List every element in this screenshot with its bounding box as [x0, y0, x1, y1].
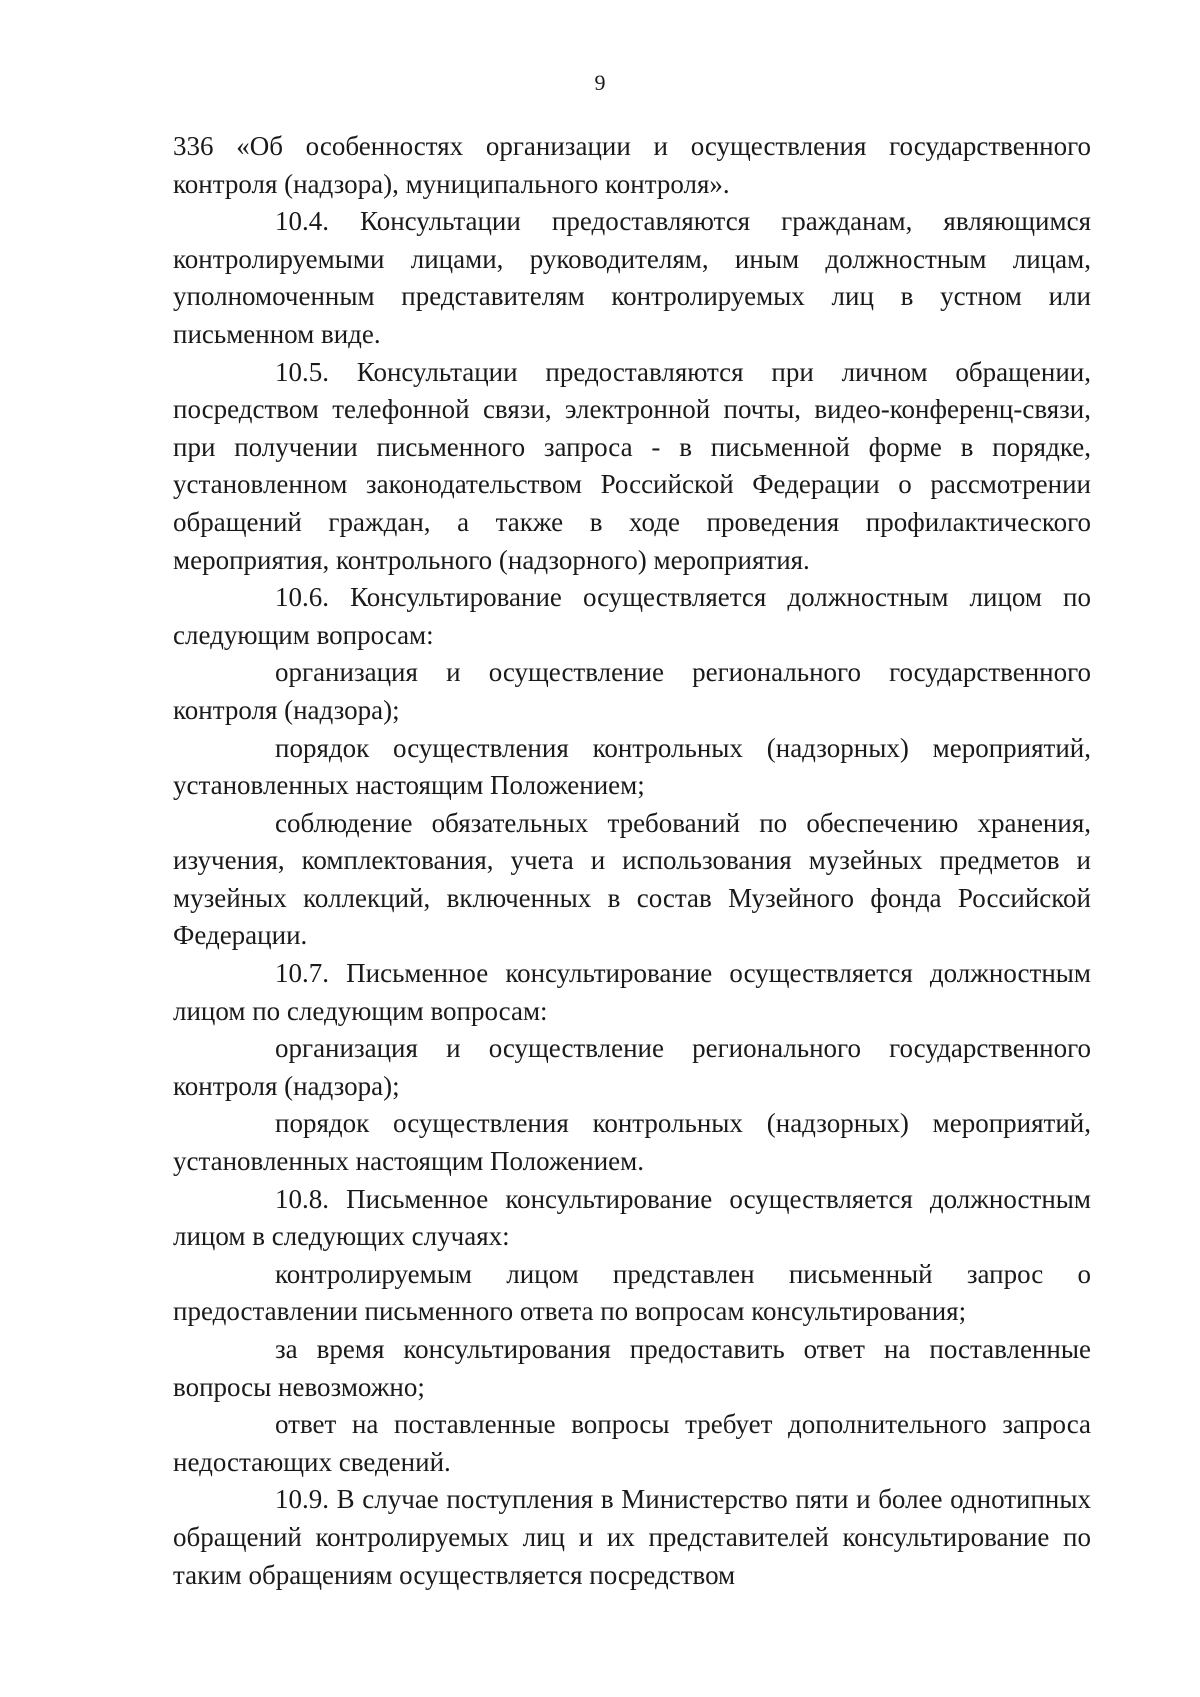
- paragraph-10-7: 10.7. Письменное консультирование осуществляется должностным лицом по следующим вопросам:: [173, 958, 1091, 1026]
- list-item: за время консультирования предоставить ответ на поставленные вопросы невозможно;: [173, 1334, 1091, 1402]
- list-item: контролируемым лицом представлен письменный запрос о предоставлении письменного ответа по вопросам консультирования;: [173, 1258, 1091, 1327]
- paragraph-10-8: 10.8. Письменное консультирование осуществляется должностным лицом в следующих случаях:: [173, 1183, 1091, 1252]
- list-item: ответ на поставленные вопросы требует дополнительного запроса недостающих сведений.: [173, 1409, 1091, 1477]
- list-item: порядок осуществления контрольных (надзорных) мероприятий, установленных настоящим Положением;: [173, 732, 1091, 801]
- list-item: организация и осуществление регионального государственного контроля (надзора);: [173, 1033, 1091, 1101]
- paragraph-10-6: 10.6. Консультирование осуществляется должностным лицом по следующим вопросам:: [173, 582, 1091, 650]
- paragraph-continuation: 336 «Об особенностях организации и осуществления государственного контроля (надзора), муниципального контроля».: [173, 131, 1091, 199]
- paragraph-10-5: 10.5. Консультации предоставляются при личном обращении, посредством телефонной связи, электронной почты, видео-конференц-связи, при получении письменного запроса - в письменной форме в порядке, установленном законодательством Российской Федерации о рассмотрении обращений граждан, а также в ходе проведения профилактического мероприятия, контрольного (надзорного) мероприятия.: [173, 356, 1091, 575]
- paragraph-10-4: 10.4. Консультации предоставляются гражданам, являющимся контролируемыми лицами, руководителям, иным должностным лицам, уполномоченным представителям контролируемых лиц в устном или письменном виде.: [173, 206, 1091, 349]
- list-item: порядок осуществления контрольных (надзорных) мероприятий, установленных настоящим Положением.: [173, 1108, 1091, 1177]
- paragraph-10-9: 10.9. В случае поступления в Министерство пяти и более однотипных обращений контролируемых лиц и их представителей консультирование по таким обращениям осуществляется посредством: [173, 1484, 1091, 1590]
- list-item: организация и осуществление регионального государственного контроля (надзора);: [173, 657, 1091, 725]
- page-number: 9: [594, 70, 606, 95]
- list-item: соблюдение обязательных требований по обеспечению хранения, изучения, комплектования, учета и использования музейных предметов и музейных коллекций, включенных в состав Музейного фонда Российской Федерации.: [173, 807, 1091, 951]
- document-body: [173, 128, 1091, 1594]
